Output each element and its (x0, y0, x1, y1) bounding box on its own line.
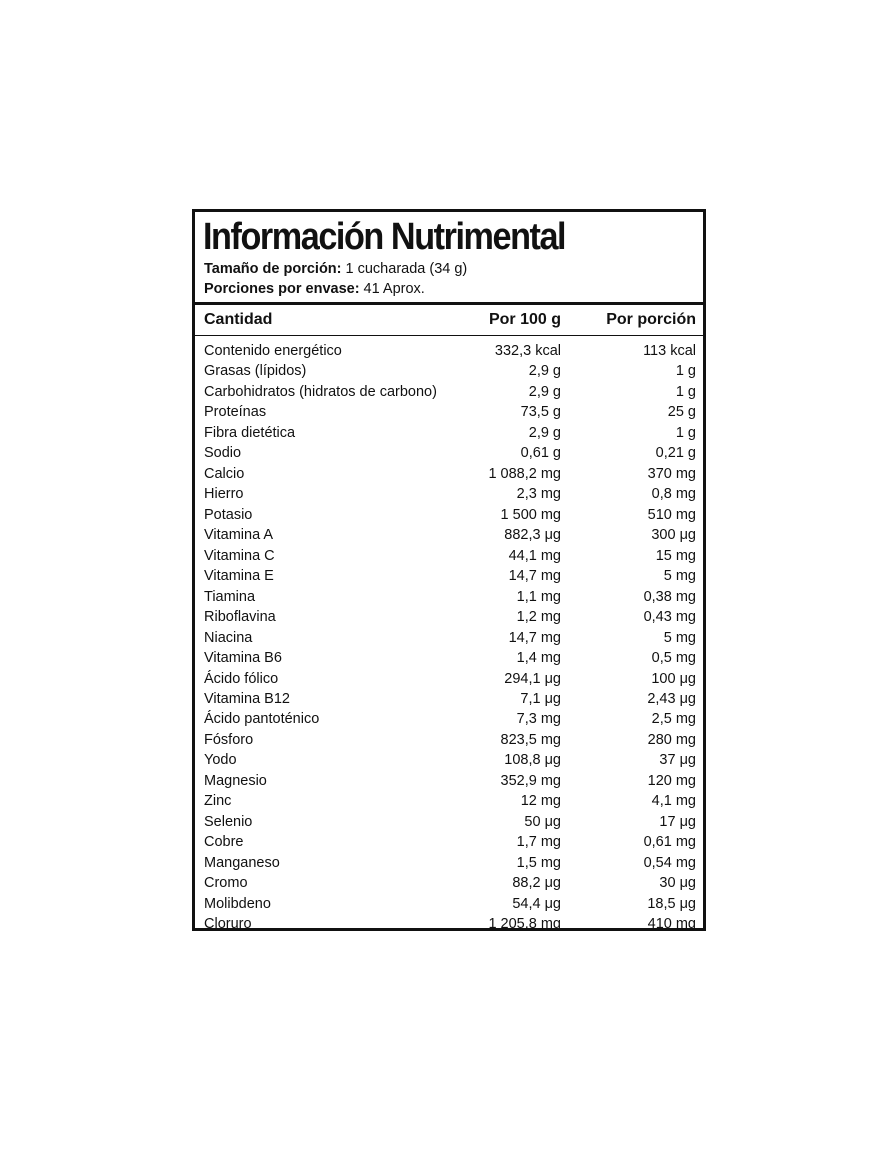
table-row (195, 546, 703, 566)
nutrient-name: Yodo (204, 752, 237, 769)
serving-size-label: Tamaño de porción: (204, 261, 342, 277)
column-header-per-100g: Por 100 g (488, 311, 561, 328)
nutrient-per-100g: 2,9 g (528, 363, 561, 380)
table-row (195, 750, 703, 770)
table-row (195, 689, 703, 709)
nutrient-per-100g: 73,5 g (520, 404, 561, 421)
nutrient-per-serving: 0,54 mg (643, 854, 696, 871)
nutrient-per-100g: 44,1 mg (508, 547, 561, 564)
servings-per-container-value: 41 Aprox. (359, 281, 425, 297)
nutrient-per-100g: 2,3 mg (516, 486, 561, 503)
nutrient-name: Grasas (lípidos) (204, 363, 307, 380)
nutrient-per-serving: 120 mg (647, 772, 696, 789)
column-header-amount: Cantidad (204, 311, 273, 328)
nutrient-per-100g: 352,9 mg (500, 772, 561, 789)
nutrient-per-100g: 108,8 μg (504, 752, 561, 769)
nutrient-per-serving: 17 μg (659, 813, 696, 830)
nutrient-per-serving: 280 mg (647, 731, 696, 748)
nutrient-name: Vitamina A (204, 527, 274, 544)
table-row (195, 341, 703, 361)
nutrient-per-100g: 54,4 μg (512, 895, 561, 912)
nutrient-name: Cobre (204, 834, 244, 851)
table-row (195, 566, 703, 586)
nutrient-name: Ácido fólico (204, 670, 279, 687)
nutrient-name: Calcio (204, 465, 245, 482)
nutrient-name: Niacina (204, 629, 253, 646)
header-divider (195, 302, 703, 305)
nutrient-per-100g: 332,3 kcal (494, 343, 561, 359)
table-row (195, 894, 703, 914)
nutrient-per-serving: 510 mg (647, 506, 696, 523)
table-row (195, 464, 703, 484)
table-row (195, 361, 703, 381)
nutrient-per-100g: 1,2 mg (516, 609, 561, 626)
table-row (195, 648, 703, 668)
nutrient-per-100g: 2,9 g (528, 383, 561, 400)
nutrient-per-serving: 2,43 μg (647, 690, 696, 707)
table-row (195, 791, 703, 811)
nutrient-per-serving: 370 mg (647, 465, 696, 482)
nutrient-per-100g: 1 088,2 mg (488, 465, 561, 482)
nutrient-name: Proteínas (204, 404, 267, 421)
nutrient-name: Potasio (204, 506, 253, 523)
table-row (195, 812, 703, 832)
nutrient-per-100g: 1,1 mg (516, 588, 561, 605)
table-row (195, 402, 703, 422)
table-row (195, 730, 703, 750)
nutrient-per-100g: 14,7 mg (508, 568, 561, 585)
nutrient-name: Riboflavina (204, 609, 276, 626)
nutrient-per-100g: 88,2 μg (512, 875, 561, 892)
nutrient-per-serving: 25 g (667, 404, 696, 421)
table-row (195, 709, 703, 729)
nutrient-name: Cromo (204, 875, 248, 892)
nutrient-name: Zinc (204, 793, 232, 810)
nutrient-name: Magnesio (204, 772, 267, 789)
nutrient-name: Cloruro (204, 916, 252, 933)
nutrient-per-serving: 113 kcal (643, 343, 696, 359)
nutrient-name: Molibdeno (204, 895, 271, 912)
table-row (195, 669, 703, 689)
nutrient-name: Vitamina C (204, 547, 275, 564)
table-row (195, 832, 703, 852)
nutrient-name: Contenido energético (204, 343, 342, 359)
nutrient-per-serving: 0,21 g (655, 445, 696, 462)
table-row (195, 382, 703, 402)
nutrient-per-serving: 15 mg (655, 547, 696, 564)
nutrient-per-100g: 823,5 mg (500, 731, 561, 748)
nutrient-per-100g: 1,5 mg (516, 854, 561, 871)
nutrient-per-serving: 1 g (675, 383, 696, 400)
nutrient-name: Carbohidratos (hidratos de carbono) (204, 383, 437, 400)
nutrient-per-serving: 0,8 mg (651, 486, 696, 503)
nutrient-name: Sodio (204, 445, 242, 462)
table-row (195, 423, 703, 443)
label-title: Información Nutrimental (203, 216, 566, 258)
table-row (195, 484, 703, 504)
table-row (195, 505, 703, 525)
nutrient-per-serving: 1 g (675, 363, 696, 380)
nutrient-per-100g: 7,1 μg (520, 690, 561, 707)
table-row (195, 607, 703, 627)
nutrient-name: Vitamina E (204, 568, 274, 585)
table-row (195, 771, 703, 791)
column-header-per-serving: Por porción (606, 311, 696, 328)
table-row (195, 628, 703, 648)
nutrient-per-serving: 2,5 mg (651, 711, 696, 728)
serving-size (204, 260, 467, 278)
nutrient-per-100g: 1,4 mg (516, 650, 561, 667)
nutrient-per-100g: 7,3 mg (516, 711, 561, 728)
nutrient-table-body (195, 341, 703, 935)
table-header (195, 309, 703, 331)
nutrient-name: Vitamina B12 (204, 690, 290, 707)
nutrient-per-100g: 2,9 g (528, 424, 561, 441)
nutrient-per-serving: 18,5 μg (647, 895, 696, 912)
nutrient-per-100g: 50 μg (524, 813, 561, 830)
nutrient-per-serving: 0,43 mg (643, 609, 696, 626)
nutrient-name: Fósforo (204, 731, 254, 748)
nutrient-per-serving: 37 μg (659, 752, 696, 769)
nutrient-name: Selenio (204, 813, 253, 830)
nutrient-per-100g: 294,1 μg (504, 670, 561, 687)
nutrient-per-serving: 30 μg (659, 875, 696, 892)
servings-per-container-label: Porciones por envase: (204, 281, 360, 297)
nutrient-per-100g: 882,3 μg (504, 527, 561, 544)
nutrient-per-serving: 5 mg (663, 629, 696, 646)
nutrient-per-serving: 0,61 mg (643, 834, 696, 851)
serving-size-value: 1 cucharada (34 g) (341, 261, 468, 277)
nutrient-name: Fibra dietética (204, 424, 296, 441)
table-row (195, 853, 703, 873)
table-row (195, 525, 703, 545)
servings-per-container (204, 280, 425, 298)
nutrient-per-serving: 100 μg (651, 670, 696, 687)
nutrient-per-100g: 0,61 g (520, 445, 561, 462)
nutrient-per-serving: 410 mg (647, 916, 696, 933)
nutrient-per-100g: 1,7 mg (516, 834, 561, 851)
nutrient-name: Vitamina B6 (204, 650, 282, 667)
table-row (195, 587, 703, 607)
nutrient-per-100g: 1 500 mg (500, 506, 561, 523)
nutrient-per-100g: 14,7 mg (508, 629, 561, 646)
table-row (195, 914, 703, 934)
nutrient-per-serving: 1 g (675, 424, 696, 441)
nutrient-per-serving: 4,1 mg (651, 793, 696, 810)
nutrient-name: Hierro (204, 486, 244, 503)
nutrition-facts-label (192, 209, 706, 931)
nutrient-per-serving: 0,5 mg (651, 650, 696, 667)
nutrient-per-100g: 1 205,8 mg (488, 916, 561, 933)
nutrient-name: Ácido pantoténico (204, 711, 320, 728)
nutrient-name: Manganeso (204, 854, 280, 871)
nutrient-name: Tiamina (204, 588, 256, 605)
nutrient-per-serving: 300 μg (651, 527, 696, 544)
nutrient-per-serving: 0,38 mg (643, 588, 696, 605)
nutrient-per-100g: 12 mg (520, 793, 561, 810)
table-row (195, 873, 703, 893)
table-row (195, 443, 703, 463)
nutrient-per-serving: 5 mg (663, 568, 696, 585)
table-header-divider (195, 335, 703, 336)
